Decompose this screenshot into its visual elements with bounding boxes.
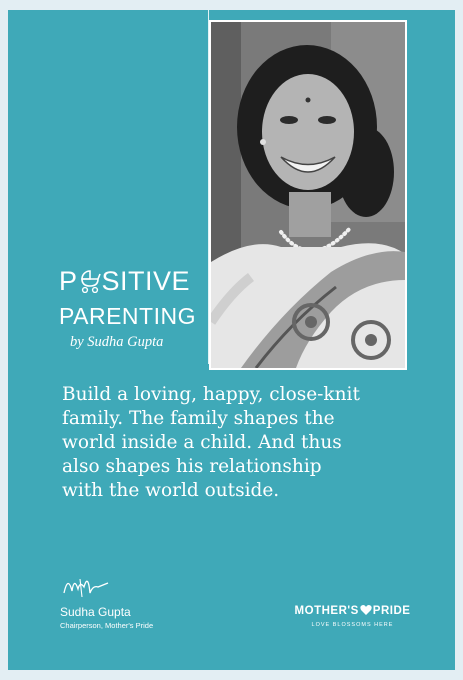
heart-icon <box>360 604 372 619</box>
portrait-illustration <box>211 22 405 368</box>
quote-text: Build a loving, happy, close-knit family. The family shapes the world inside a child. And thus also shapes his relationship with the world outside. <box>62 384 360 501</box>
signature-image <box>60 571 120 606</box>
title-byline: by Sudha Gupta <box>70 334 164 350</box>
title-divider <box>208 10 209 364</box>
portrait-photo <box>211 22 405 368</box>
brand-tagline: LOVE BLOSSOMS HERE <box>311 622 394 628</box>
brand-name-right: PRIDE <box>372 605 411 617</box>
poster <box>8 10 455 670</box>
signatory-role: Chairperson, Mother's Pride <box>60 621 154 630</box>
title-positive-prefix: P <box>59 266 78 296</box>
signatory-name: Sudha Gupta <box>60 605 131 619</box>
title-parenting: PARENTING <box>59 303 196 329</box>
brand-logo <box>285 604 420 628</box>
title-positive-suffix: SITIVE <box>101 266 191 296</box>
pram-icon <box>79 269 101 300</box>
title-positive <box>59 266 190 300</box>
brand-name-left: MOTHER'S <box>294 605 359 617</box>
